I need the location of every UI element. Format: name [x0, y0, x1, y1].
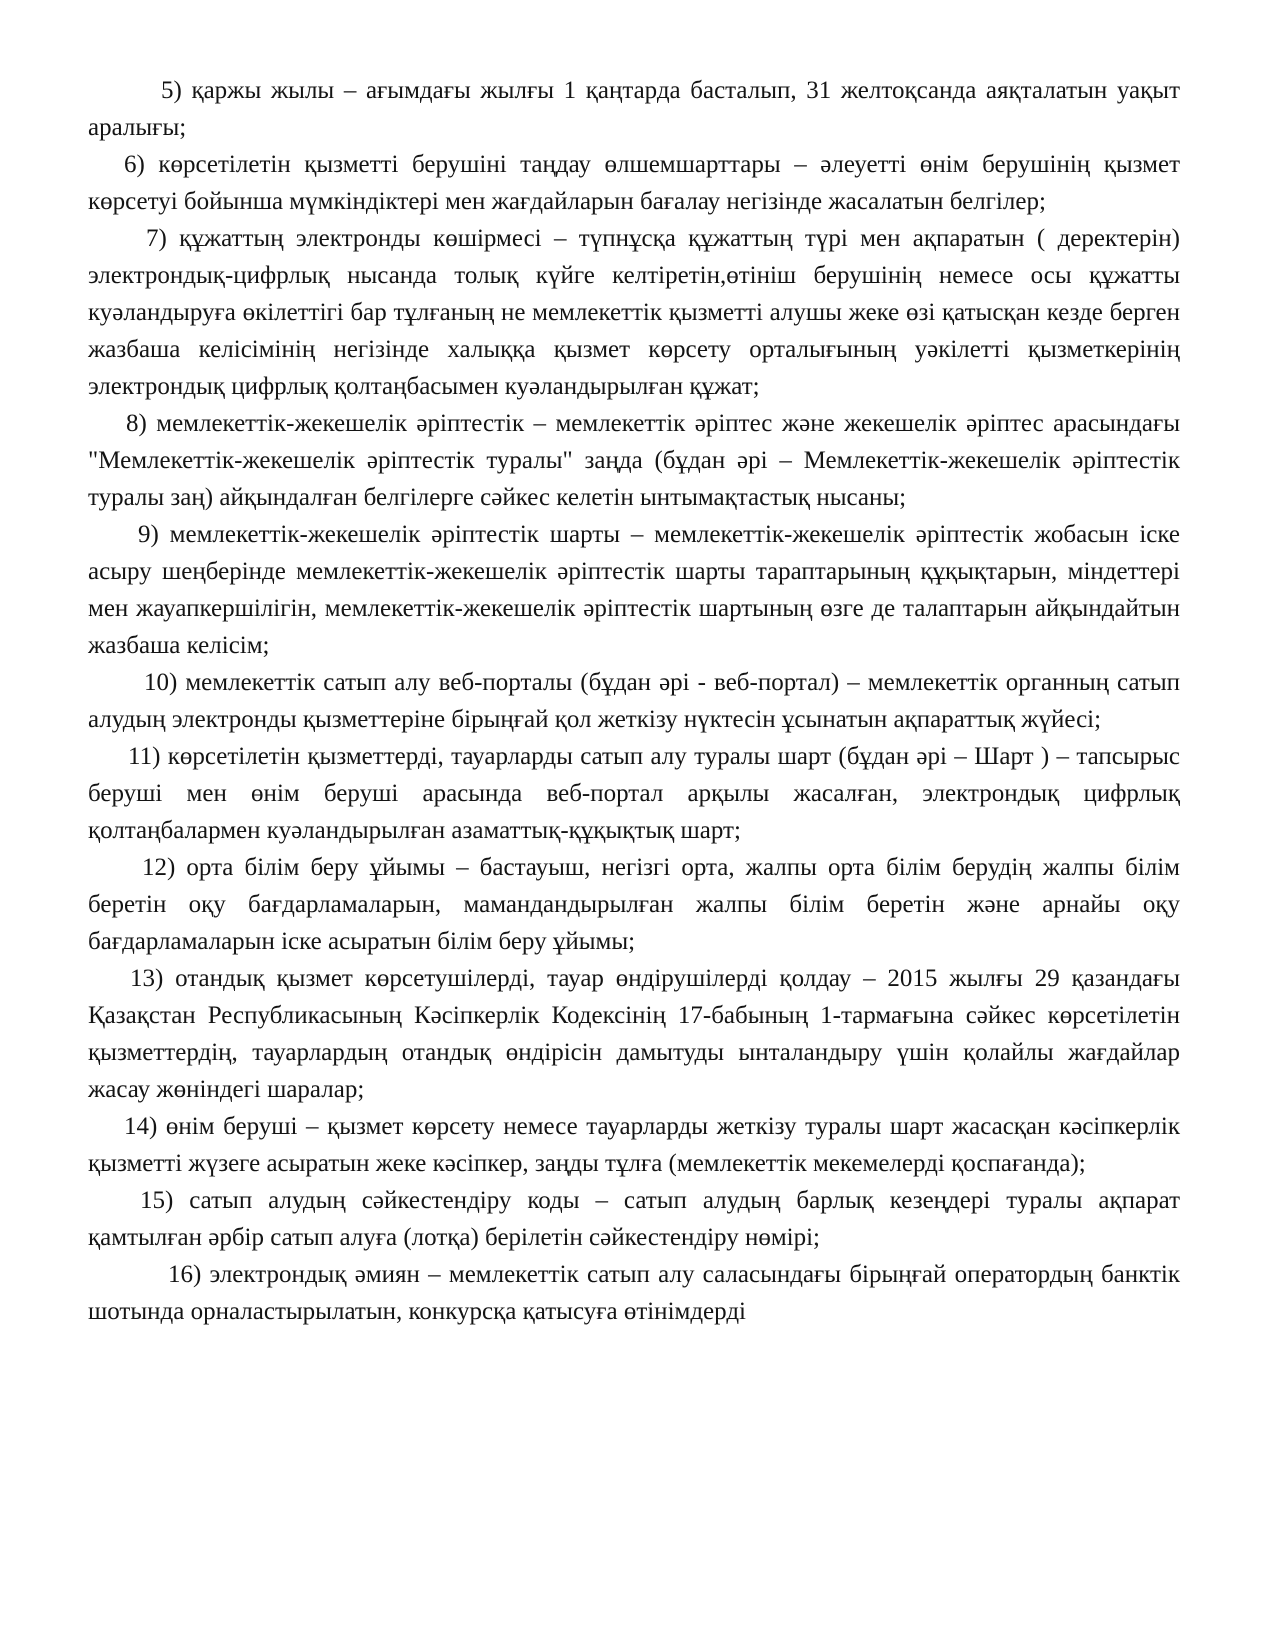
- definition-item-15: 15) сатып алудың сәйкестендіру коды – сатып алудың барлық кезеңдері туралы ақпарат қамтылған әрбір сатып алуға (лотқа) берілетін сәйкестендіру нөмірі;: [88, 1187, 1180, 1251]
- definition-item-9: 9) мемлекеттік-жекешелік әріптестік шарты – мемлекеттік-жекешелік әріптестік жобасын іске асыру шеңберінде мемлекеттік-жекешелік әріптестік шарты тараптарының құқықтарын, міндеттері мен жауапкершілігін, мемлекеттік-жекешелік әріптестік шартының өзге де талаптарын айқындайтын жазбаша келісім;: [88, 521, 1180, 659]
- definition-item-14: 14) өнім беруші – қызмет көрсету немесе тауарларды жеткізу туралы шарт жасасқан кәсіпкерлік қызметті жүзеге асыратын жеке кәсіпкер, заңды тұлға (мемлекеттік мекемелерді қоспағанда);: [88, 1113, 1180, 1177]
- definition-item-16: 16) электрондық әмиян – мемлекеттік сатып алу саласындағы бірыңғай оператордың банктік шотында орналастырылатын, конкурсқа қатысуға өтінімдерді: [88, 1261, 1180, 1325]
- definition-item-6: 6) көрсетілетін қызметті берушіні таңдау өлшемшарттары – әлеуетті өнім берушінің қызмет көрсетуі бойынша мүмкіндіктері мен жағдайларын бағалау негізінде жасалатын белгілер;: [88, 151, 1180, 215]
- definition-item-10: 10) мемлекеттік сатып алу веб-порталы (бұдан әрі - веб-портал) – мемлекеттік органның сатып алудың электронды қызметтеріне бірыңғай қол жеткізу нүктесін ұсынатын ақпараттық жүйесі;: [88, 669, 1180, 733]
- definition-item-13: 13) отандық қызмет көрсетушілерді, тауар өндірушілерді қолдау – 2015 жылғы 29 қазандағы Қазақстан Республикасының Кәсіпкерлік Кодексінің 17-бабының 1-тармағына сәйкес көрсетілетін қызметтердің, тауарлардың отандық өндірісін дамытуды ынталандыру үшін қолайлы жағдайлар жасау жөніндегі шаралар;: [88, 965, 1180, 1103]
- definition-item-7: 7) құжаттың электронды көшірмесі – түпнұсқа құжаттың түрі мен ақпаратын ( деректерін) электрондық-цифрлық нысанда толық күйге келтіретін,өтініш берушінің немесе осы құжатты куәландыруға өкілеттігі бар тұлғаның не мемлекеттік қызметті алушы жеке өзі қатысқан кезде берген жазбаша келісімінің негізінде халыққа қызмет көрсету орталығының уәкілетті қызметкерінің электрондық цифрлық қолтаңбасымен куәландырылған құжат;: [88, 225, 1180, 400]
- definition-item-12: 12) орта білім беру ұйымы – бастауыш, негізгі орта, жалпы орта білім берудің жалпы білім беретін оқу бағдарламаларын, мамандандырылған жалпы білім беретін және арнайы оқу бағдарламаларын іске асыратын білім беру ұйымы;: [88, 854, 1180, 955]
- definition-item-5: 5) қаржы жылы – ағымдағы жылғы 1 қаңтарда басталып, 31 желтоқсанда аяқталатын уақыт аралығы;: [88, 77, 1180, 141]
- definition-item-11: 11) көрсетілетін қызметтерді, тауарларды сатып алу туралы шарт (бұдан әрі – Шарт ) – тапсырыс беруші мен өнім беруші арасында веб-портал арқылы жасалған, электрондық цифрлық қолтаңбалармен куәландырылған азаматтық-құқықтық шарт;: [88, 743, 1180, 844]
- document-body: [88, 72, 1180, 1330]
- definition-item-8: 8) мемлекеттік-жекешелік әріптестік – мемлекеттік әріптес және жекешелік әріптес арасындағы "Мемлекеттік-жекешелік әріптестік туралы" заңда (бұдан әрі – Мемлекеттік-жекешелік әріптестік туралы заң) айқындалған белгілерге сәйкес келетін ынтымақтастық нысаны;: [88, 410, 1180, 511]
